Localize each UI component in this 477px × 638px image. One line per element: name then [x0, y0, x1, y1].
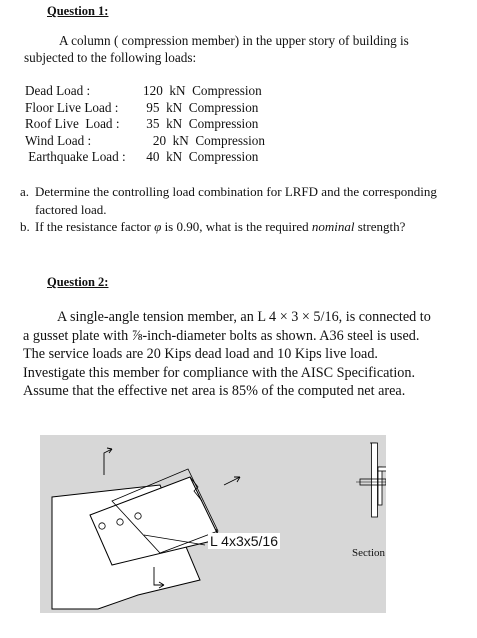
- connection-figure: [40, 435, 386, 613]
- load-value: 35 kN Compression: [143, 116, 259, 132]
- item-text: factored load.: [35, 201, 107, 217]
- section-label: Section: [352, 547, 385, 559]
- item-text: Determine the controlling load combination for LRFD and the corresponding: [35, 184, 437, 199]
- item-text: [35, 218, 405, 236]
- item-text-part: strength?: [354, 219, 406, 234]
- body-line: Investigate this member for compliance with the AISC Specification.: [23, 364, 416, 381]
- bolt-hole: [135, 513, 141, 519]
- load-row: [25, 116, 265, 133]
- load-value: 20 kN Compression: [143, 132, 265, 148]
- section-angle-leg: [378, 467, 386, 471]
- load-name: Earthquake Load :: [25, 149, 126, 165]
- intro-line: subjected to the following loads:: [24, 49, 197, 65]
- body-line: A single-angle tension member, an L 4 × 3 × 5/16, is connected to: [57, 309, 431, 325]
- section-cut-line: [104, 449, 112, 475]
- load-name: Wind Load :: [25, 132, 92, 148]
- list-item: [20, 183, 472, 218]
- item-marker: a.: [20, 184, 30, 199]
- bolt-hole: [117, 519, 123, 525]
- body-line: Assume that the effective net area is 85% of the computed net area.: [23, 383, 406, 400]
- question-2-heading: Question 2:: [47, 275, 109, 289]
- item-marker: b.: [20, 219, 30, 234]
- phi-symbol: φ: [154, 219, 162, 234]
- emphasis: nominal: [311, 219, 355, 234]
- load-name: Floor Live Load :: [25, 99, 119, 115]
- load-value: 120 kN Compression: [143, 83, 262, 98]
- item-text-part: If the resistance factor: [35, 219, 155, 234]
- load-value: 40 kN Compression: [143, 149, 259, 165]
- load-value: 95 kN Compression: [143, 99, 259, 115]
- bolt-hole: [99, 523, 105, 529]
- load-row: [25, 149, 265, 166]
- body-line: a gusset plate with ⅞-inch-diameter bolts as shown. A36 steel is used.: [23, 327, 420, 344]
- load-name: Dead Load :: [25, 83, 91, 98]
- load-row: [25, 83, 265, 100]
- section-gusset: [372, 443, 378, 517]
- question-1-items: [20, 183, 472, 236]
- section-angle-leg: [378, 467, 382, 505]
- intro-line: A column ( compression member) in the upper story of building is: [59, 33, 409, 48]
- load-row: [25, 100, 265, 117]
- body-line: The service loads are 20 Kips dead load and 10 Kips live load.: [23, 346, 378, 363]
- load-name: Roof Live Load :: [25, 116, 120, 132]
- question-1-heading: Question 1:: [47, 4, 109, 18]
- connection-drawing: [40, 435, 386, 613]
- load-row: [25, 133, 265, 150]
- angle-label: L 4x3x5/16: [210, 533, 278, 549]
- loads-table: [25, 83, 265, 166]
- item-text-part: is 0.90, what is the required: [161, 219, 312, 234]
- question-2-body: [23, 308, 475, 401]
- question-1-intro: [24, 33, 464, 66]
- list-item: [20, 218, 472, 236]
